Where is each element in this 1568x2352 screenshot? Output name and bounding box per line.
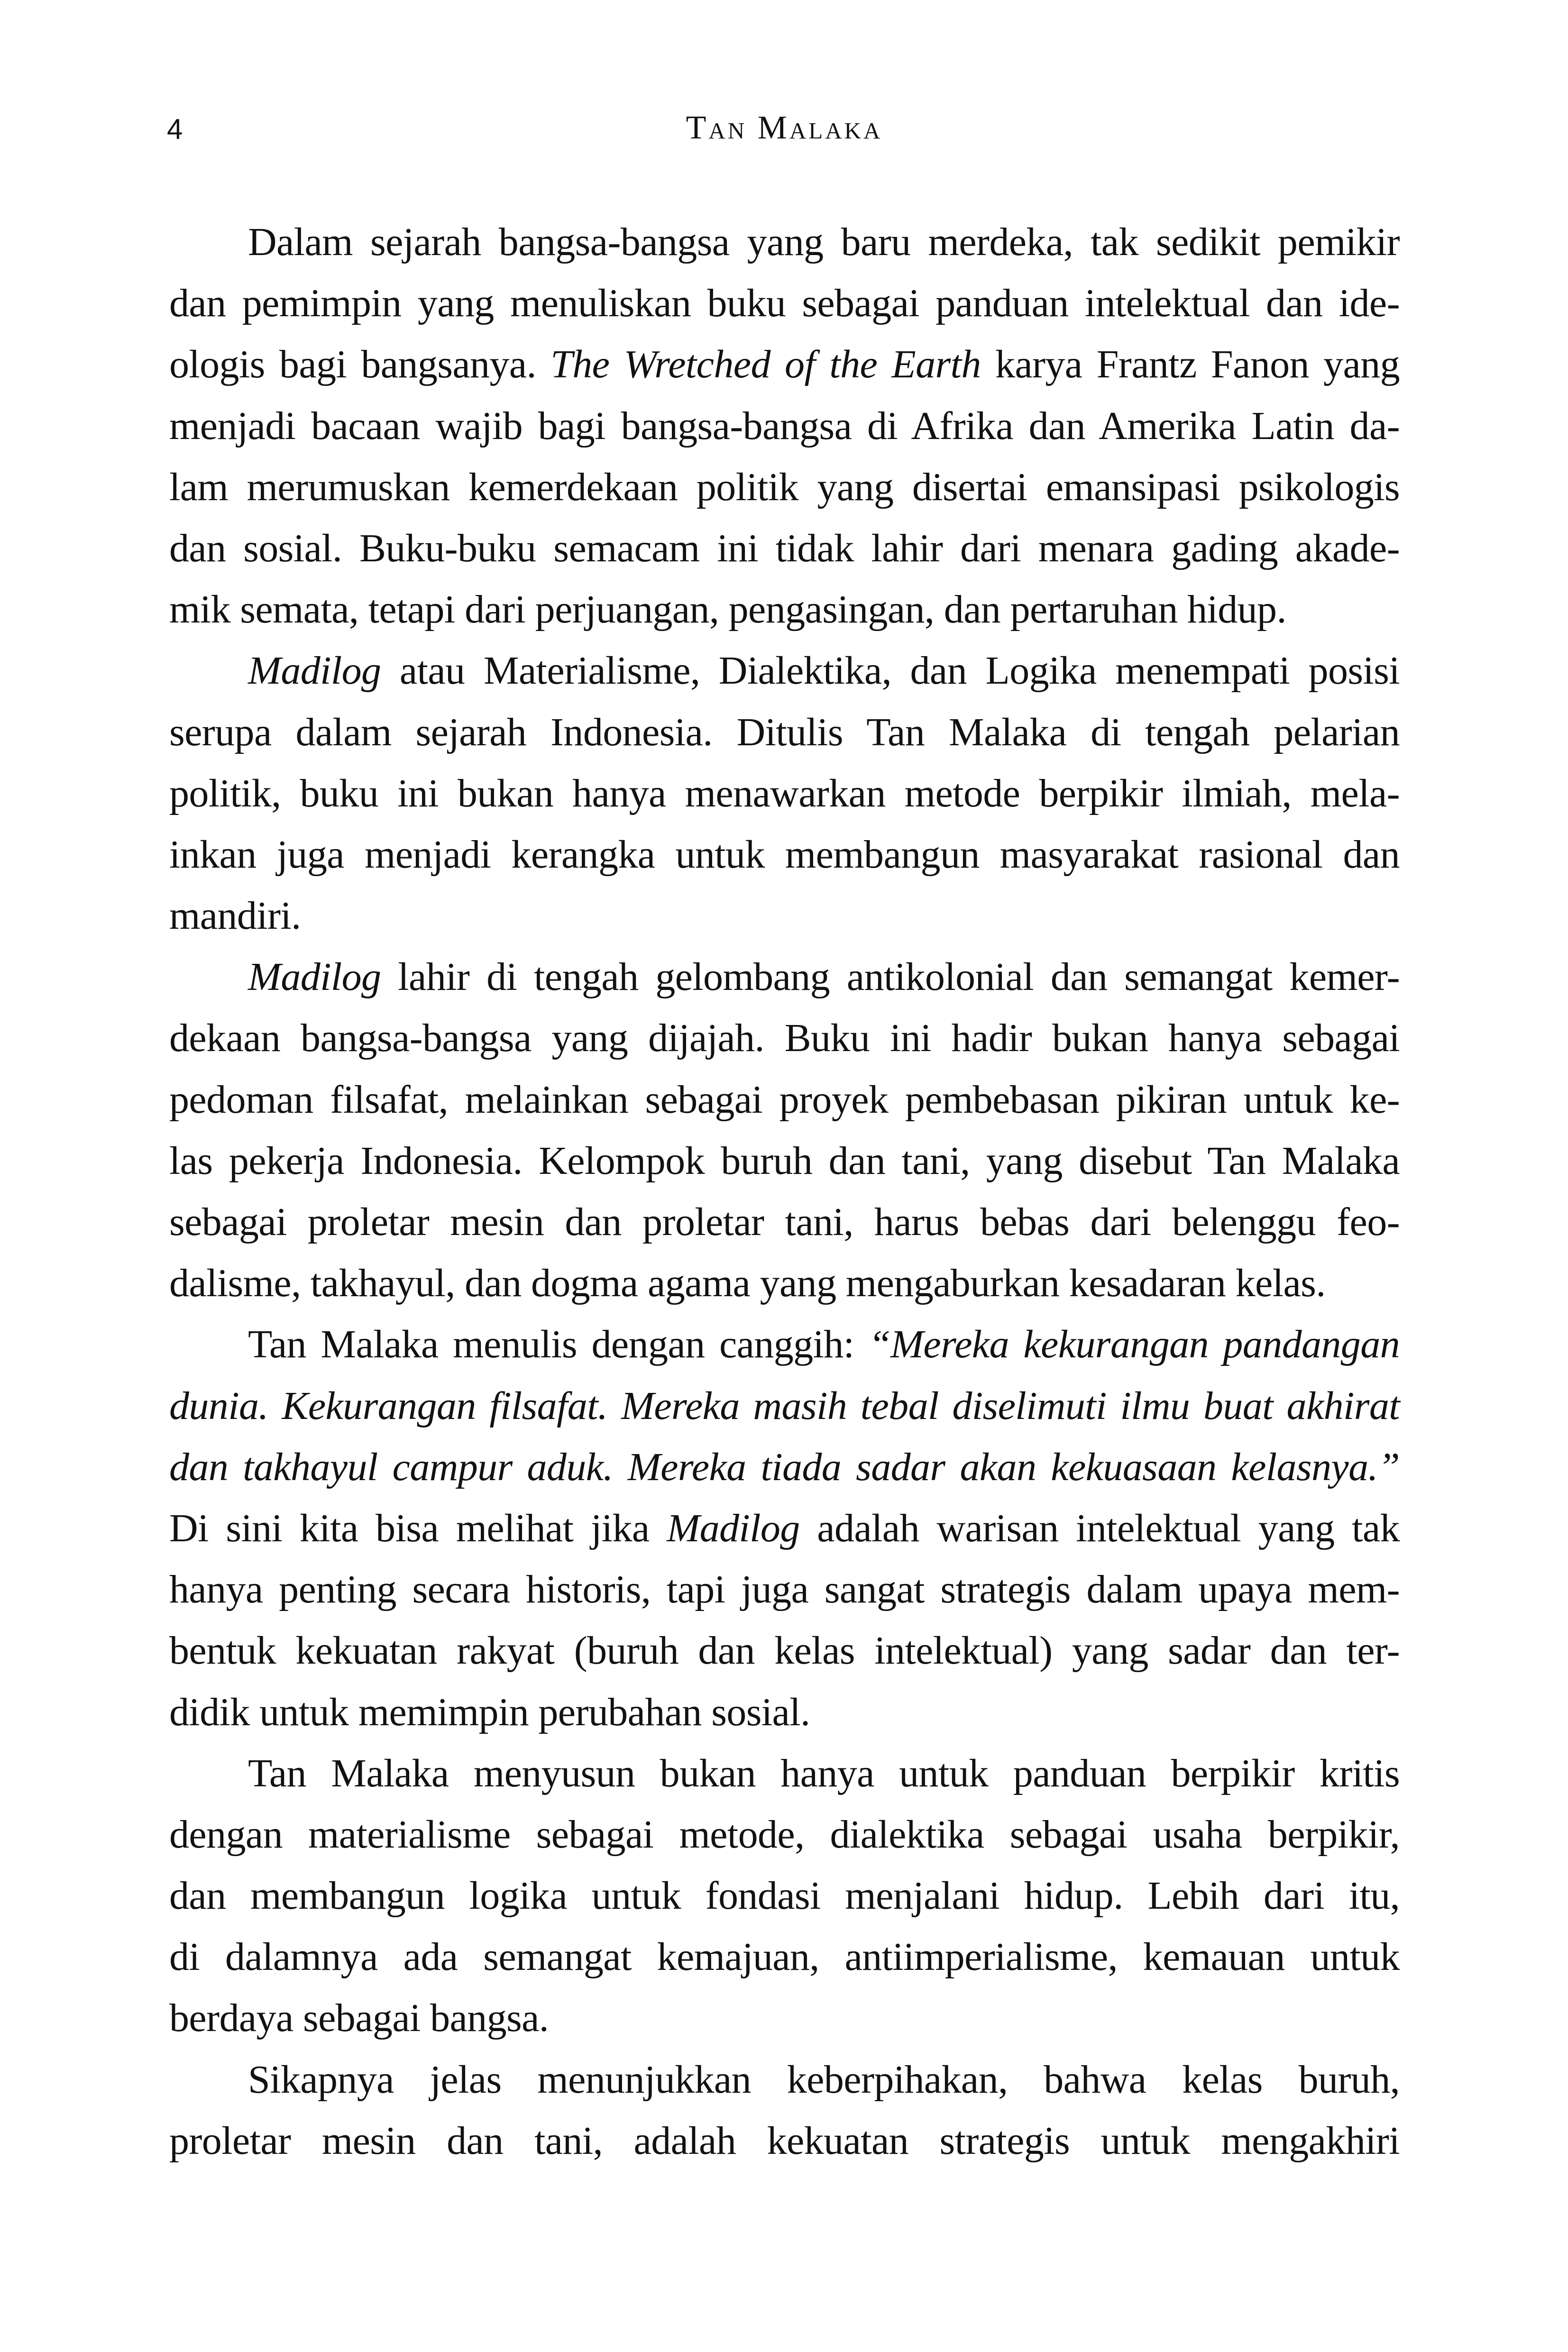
paragraph xyxy=(169,211,1400,640)
body-text-segment: Dalam sejarah bangsa-bangsa yang baru merdeka, tak sedikit pemikir xyxy=(248,220,1400,264)
running-title: Tan Malaka xyxy=(686,110,883,146)
text-line xyxy=(169,1620,1400,1681)
text-line xyxy=(169,640,1400,701)
text-line xyxy=(169,763,1400,824)
text-line xyxy=(169,1375,1400,1437)
body-text-segment: di dalamnya ada semangat kemajuan, antiimperialisme, kemauan untuk xyxy=(169,1935,1400,1979)
body-text-segment: berdaya sebagai bangsa. xyxy=(169,1996,549,2041)
body-text-segment: dekaan bangsa-bangsa yang dijajah. Buku ini hadir bukan hanya sebagai xyxy=(169,1016,1400,1061)
body-text-segment: Sikapnya jelas menunjukkan keberpihakan, bahwa kelas buruh, xyxy=(248,2057,1400,2102)
body-text-segment: lahir di tengah gelombang antikolonial dan semangat kemer- xyxy=(381,955,1400,999)
body-text-segment: proletar mesin dan tani, adalah kekuatan strategis untuk mengakhiri xyxy=(169,2118,1400,2163)
text-line xyxy=(169,1987,1400,2049)
body-text-segment: dan membangun logika untuk fondasi menjalani hidup. Lebih dari itu, xyxy=(169,1874,1400,1918)
body-text-segment: atau Materialisme, Dialektika, dan Logika menempati posisi xyxy=(381,649,1400,693)
body-text-segment: didik untuk memimpin perubahan sosial. xyxy=(169,1690,810,1734)
text-line xyxy=(169,1437,1400,1498)
paragraph xyxy=(169,1743,1400,2049)
text-line xyxy=(169,457,1400,518)
body-text-segment: hanya penting secara historis, tapi juga sangat strategis dalam upaya mem- xyxy=(169,1567,1400,1612)
body-text-segment: lam merumuskan kemerdekaan politik yang disertai emansipasi psikologis xyxy=(169,465,1400,509)
text-line xyxy=(169,518,1400,579)
text-line xyxy=(169,1804,1400,1865)
text-line xyxy=(169,1191,1400,1253)
text-line xyxy=(169,273,1400,334)
body-text-segment: sebagai proletar mesin dan proletar tani, harus bebas dari belenggu feo- xyxy=(169,1200,1400,1244)
text-line xyxy=(169,1682,1400,1743)
body-text xyxy=(169,211,1400,2171)
text-line xyxy=(169,2110,1400,2171)
text-line xyxy=(169,1559,1400,1620)
body-text-segment: dalisme, takhayul, dan dogma agama yang mengaburkan kesadaran kelas. xyxy=(169,1261,1326,1306)
text-line xyxy=(169,1743,1400,1804)
text-line xyxy=(169,702,1400,763)
running-head xyxy=(0,0,1568,152)
body-text-segment: dengan materialisme sebagai metode, dialektika sebagai usaha berpikir, xyxy=(169,1812,1400,1857)
body-text-segment: mik semata, tetapi dari perjuangan, pengasingan, dan pertaruhan hidup. xyxy=(169,587,1286,632)
text-line xyxy=(169,1865,1400,1926)
italic-text: “Mereka kekurangan pandangan xyxy=(868,1322,1400,1367)
italic-text: The Wretched of the Earth xyxy=(550,342,981,387)
body-text-segment: politik, buku ini bukan hanya menawarkan metode berpikir ilmiah, mela- xyxy=(169,771,1400,815)
body-text-segment: inkan juga menjadi kerangka untuk membangun masyarakat rasional dan xyxy=(169,832,1400,877)
paragraph xyxy=(169,640,1400,946)
text-line xyxy=(169,579,1400,640)
body-text-segment: bentuk kekuatan rakyat (buruh dan kelas intelektual) yang sadar dan ter- xyxy=(169,1629,1400,1673)
italic-text: Madilog xyxy=(248,649,381,693)
text-line xyxy=(169,885,1400,946)
body-text-segment: serupa dalam sejarah Indonesia. Ditulis Tan Malaka di tengah pelarian xyxy=(169,710,1400,754)
text-line xyxy=(169,2049,1400,2110)
body-text-segment: dan sosial. Buku-buku semacam ini tidak lahir dari menara gading akade- xyxy=(169,526,1400,570)
paragraph xyxy=(169,946,1400,1314)
text-line xyxy=(169,1069,1400,1130)
body-text-segment: Tan Malaka menyusun bukan hanya untuk panduan berpikir kritis xyxy=(248,1751,1400,1795)
body-text-segment: Tan Malaka menulis dengan canggih: xyxy=(248,1322,869,1367)
text-line xyxy=(169,334,1400,395)
text-line xyxy=(169,211,1400,273)
italic-text: dan takhayul campur aduk. Mereka tiada sadar akan kekuasaan kelasnya.” xyxy=(169,1445,1400,1489)
text-line xyxy=(169,1007,1400,1069)
text-line xyxy=(169,1130,1400,1191)
italic-text: dunia. Kekurangan filsafat. Mereka masih tebal diselimuti ilmu buat akhirat xyxy=(169,1383,1400,1428)
text-line xyxy=(169,1253,1400,1314)
body-text-segment: dan pemimpin yang menuliskan buku sebagai panduan intelektual dan ide- xyxy=(169,281,1400,326)
page-number: 4 xyxy=(167,113,183,145)
italic-text: Madilog xyxy=(248,955,381,999)
paragraph xyxy=(169,1314,1400,1742)
body-text-segment: karya Frantz Fanon yang xyxy=(981,342,1400,387)
body-text-segment: Di sini kita bisa melihat jika xyxy=(169,1506,667,1550)
text-line xyxy=(169,1314,1400,1375)
body-text-segment: ologis bagi bangsanya. xyxy=(169,342,551,387)
body-text-segment: adalah warisan intelektual yang tak xyxy=(799,1506,1400,1550)
text-line xyxy=(169,1926,1400,1987)
body-text-segment: menjadi bacaan wajib bagi bangsa-bangsa di Afrika dan Amerika Latin da- xyxy=(169,403,1400,448)
body-text-segment: las pekerja Indonesia. Kelompok buruh dan tani, yang disebut Tan Malaka xyxy=(169,1138,1400,1183)
italic-text: Madilog xyxy=(667,1506,800,1550)
text-line xyxy=(169,824,1400,885)
body-text-segment: pedoman filsafat, melainkan sebagai proyek pembebasan pikiran untuk ke- xyxy=(169,1077,1400,1122)
text-line xyxy=(169,395,1400,457)
paragraph xyxy=(169,2049,1400,2171)
body-text-segment: mandiri. xyxy=(169,894,301,938)
text-line xyxy=(169,946,1400,1007)
text-line xyxy=(169,1498,1400,1559)
